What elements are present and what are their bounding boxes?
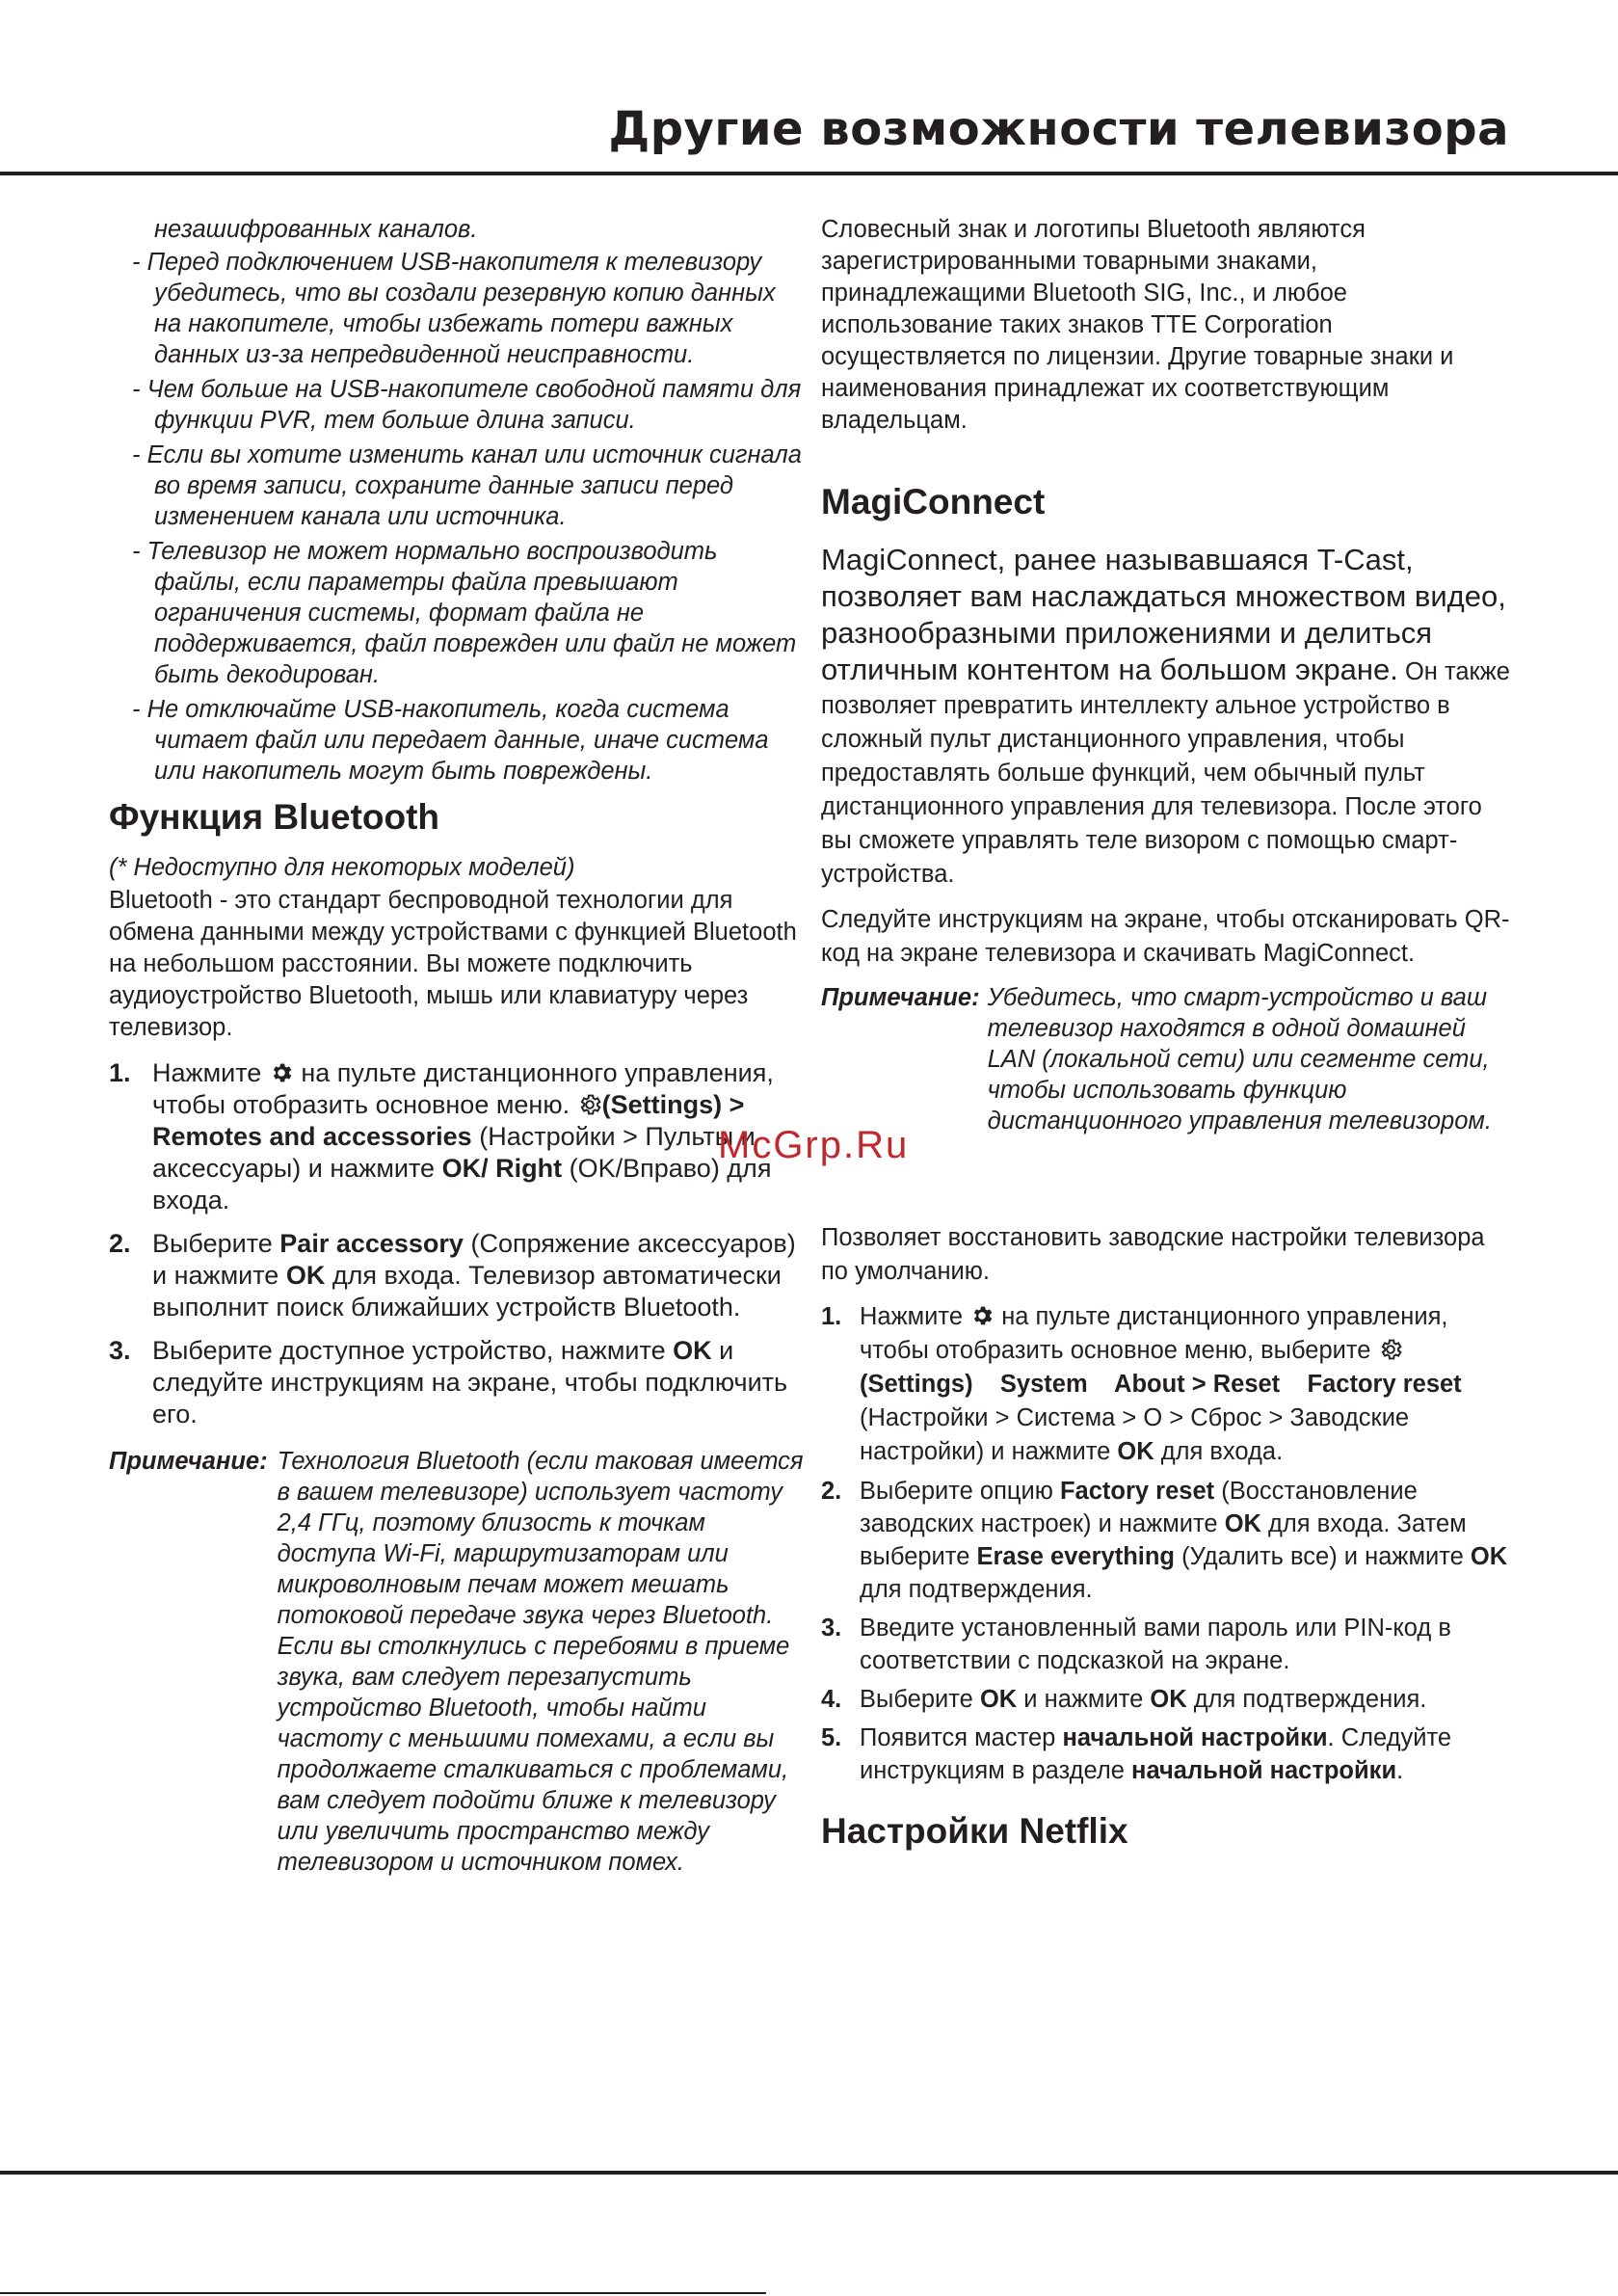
bottom-rule (0, 2171, 1618, 2175)
bluetooth-note (109, 1446, 805, 1878)
magiconnect-heading: MagiConnect (821, 482, 1046, 521)
bluetooth-heading: Функция Bluetooth (109, 797, 440, 837)
netflix-heading: Настройки Netflix (821, 1811, 1128, 1851)
trademark-text: Словесный знак и логотипы Bluetooth являются зарегистрированными товарными знаками, принадлежащими Bluetooth SIG, Inc., и любое использование таких знаков TTE Corporation осуществляется по лицензии. Другие товарные знаки и наименования принадлежат их соответствующим владельцам. (821, 216, 1454, 434)
bluetooth-step-1: 1. Нажмите на пульте дистанционного управления, чтобы отобразить основное меню. (Settings) > Remotes and accessories (Настройки > Пульты и аксессуары) и нажмите OK/ Right (OK/Вправо) для входа. (109, 1058, 774, 1215)
bluetooth-steps (109, 1057, 805, 1430)
magiconnect-qr-instructions: Следуйте инструкциям на экране, чтобы отсканировать QR-код на экране телевизора и скачивать MagiConnect. (821, 906, 1510, 967)
footer-rule (0, 2292, 766, 2294)
settings-gear-outline-icon (577, 1092, 602, 1117)
magiconnect-description: MagiConnect, ранее называвшаяся T-Cast, позволяет вам наслаждаться множеством видео, разнообразными приложениями и делиться отличным контентом на большом экране. Он также позволяет превратить интеллекту альное устройство в сложный пульт дистанционного управления, чтобы предоставлять больше функций, чем обычный пульт дистанционного управления для телевизора. После этого вы сможете управлять теле визором с помощью смарт-устройства. (821, 543, 1510, 888)
note-text: Убедитесь, что смарт-устройство и ваш телевизор находятся в одной домашней LAN (локальной сети) или сегменте сети, чтобы использовать функцию дистанционного управления телевизором. (987, 984, 1492, 1135)
watermark: McGrp.Ru (718, 1124, 910, 1166)
bluetooth-availability-note: (* Недоступно для некоторых моделей) (109, 854, 575, 881)
reset-step-2: 2. Выберите опцию Factory reset (Восстановление заводских настроек) и нажмите OK для входа. Затем выберите Erase everything (Удалить все) и нажмите OK для подтверждения. (821, 1478, 1508, 1603)
bullet-item: - Телевизор не может нормально воспроизводить файлы, если параметры файла превышают ограничения системы, формат файла не поддерживается, файл поврежден или файл не может быть декодирован. (132, 538, 797, 688)
reset-step-4: 4. Выберите OK и нажмите OK для подтверждения. (821, 1686, 1427, 1713)
magiconnect-note (821, 982, 1511, 1136)
settings-gear-outline-icon (1378, 1337, 1403, 1362)
page-title: Другие возможности телевизора (608, 102, 1509, 156)
note-label: Примечание: (109, 1448, 268, 1475)
gear-icon (269, 1060, 294, 1085)
top-rule (0, 172, 1618, 175)
left-column (109, 214, 805, 1878)
reset-intro: Позволяет восстановить заводские настройки телевизора по умолчанию. (821, 1224, 1485, 1285)
right-column (821, 214, 1511, 1853)
reset-step-1: 1. Нажмите на пульте дистанционного управления, чтобы отобразить основное меню, выберите (Settings) System About > Reset Factory reset (Настройки > Система > О > Сброс > Заводские настройки) и нажмите OK для входа. (821, 1303, 1462, 1465)
bullet-item: - Если вы хотите изменить канал или источник сигнала во время записи, сохраните данные записи перед изменением канала или источника. (132, 441, 802, 530)
bullet-item: - Не отключайте USB-накопитель, когда система читает файл или передает данные, иначе система или накопитель могут быть повреждены. (132, 696, 769, 785)
gear-icon (969, 1303, 995, 1328)
bullet-item: - Чем больше на USB-накопителе свободной памяти для функции PVR, тем больше длина записи. (132, 376, 802, 434)
usb-bullets (109, 247, 805, 787)
reset-step-3: 3. Введите установленный вами пароль или PIN-код в соответствии с подсказкой на экране. (821, 1615, 1451, 1674)
bluetooth-step-2: 2. Выберите Pair accessory (Сопряжение аксессуаров) и нажмите OK для входа. Телевизор автоматически выполнит поиск ближайших устройств Bluetooth. (109, 1229, 796, 1322)
continued-line: незашифрованных каналов. (154, 216, 478, 243)
note-label: Примечание: (821, 984, 980, 1011)
bluetooth-intro: Bluetooth - это стандарт беспроводной технологии для обмена данными между устройствами с функцией Bluetooth на небольшом расстоянии. Вы можете подключить аудиоустройство Bluetooth, мышь или клавиатуру через телевизор. (109, 887, 797, 1041)
reset-step-5: 5. Появится мастер начальной настройки. Следуйте инструкциям в разделе начальной настройки. (821, 1724, 1452, 1784)
note-text: Технология Bluetooth (если таковая имеется в вашем телевизоре) использует частоту 2,4 ГГц, поэтому близость к точкам доступа Wi-Fi, маршрутизаторам или микроволновым печам может мешать потоковой передаче звука через Bluetooth. Если вы столкнулись с перебоями в приеме звука, вам следует перезапустить устройство Bluetooth, чтобы найти частоту с меньшими помехами, а если вы продолжаете сталкиваться с проблемами, вам следует подойти ближе к телевизору или увеличить пространство между телевизором и источником помех. (277, 1448, 804, 1876)
bullet-item: - Перед подключением USB-накопителя к телевизору убедитесь, что вы создали резервную копию данных на накопителе, чтобы избежать потери важных данных из-за непредвиденной неисправности. (132, 249, 776, 368)
bluetooth-step-3: 3. Выберите доступное устройство, нажмите OK и следуйте инструкциям на экране, чтобы подключить его. (109, 1336, 788, 1428)
reset-steps (821, 1300, 1511, 1787)
